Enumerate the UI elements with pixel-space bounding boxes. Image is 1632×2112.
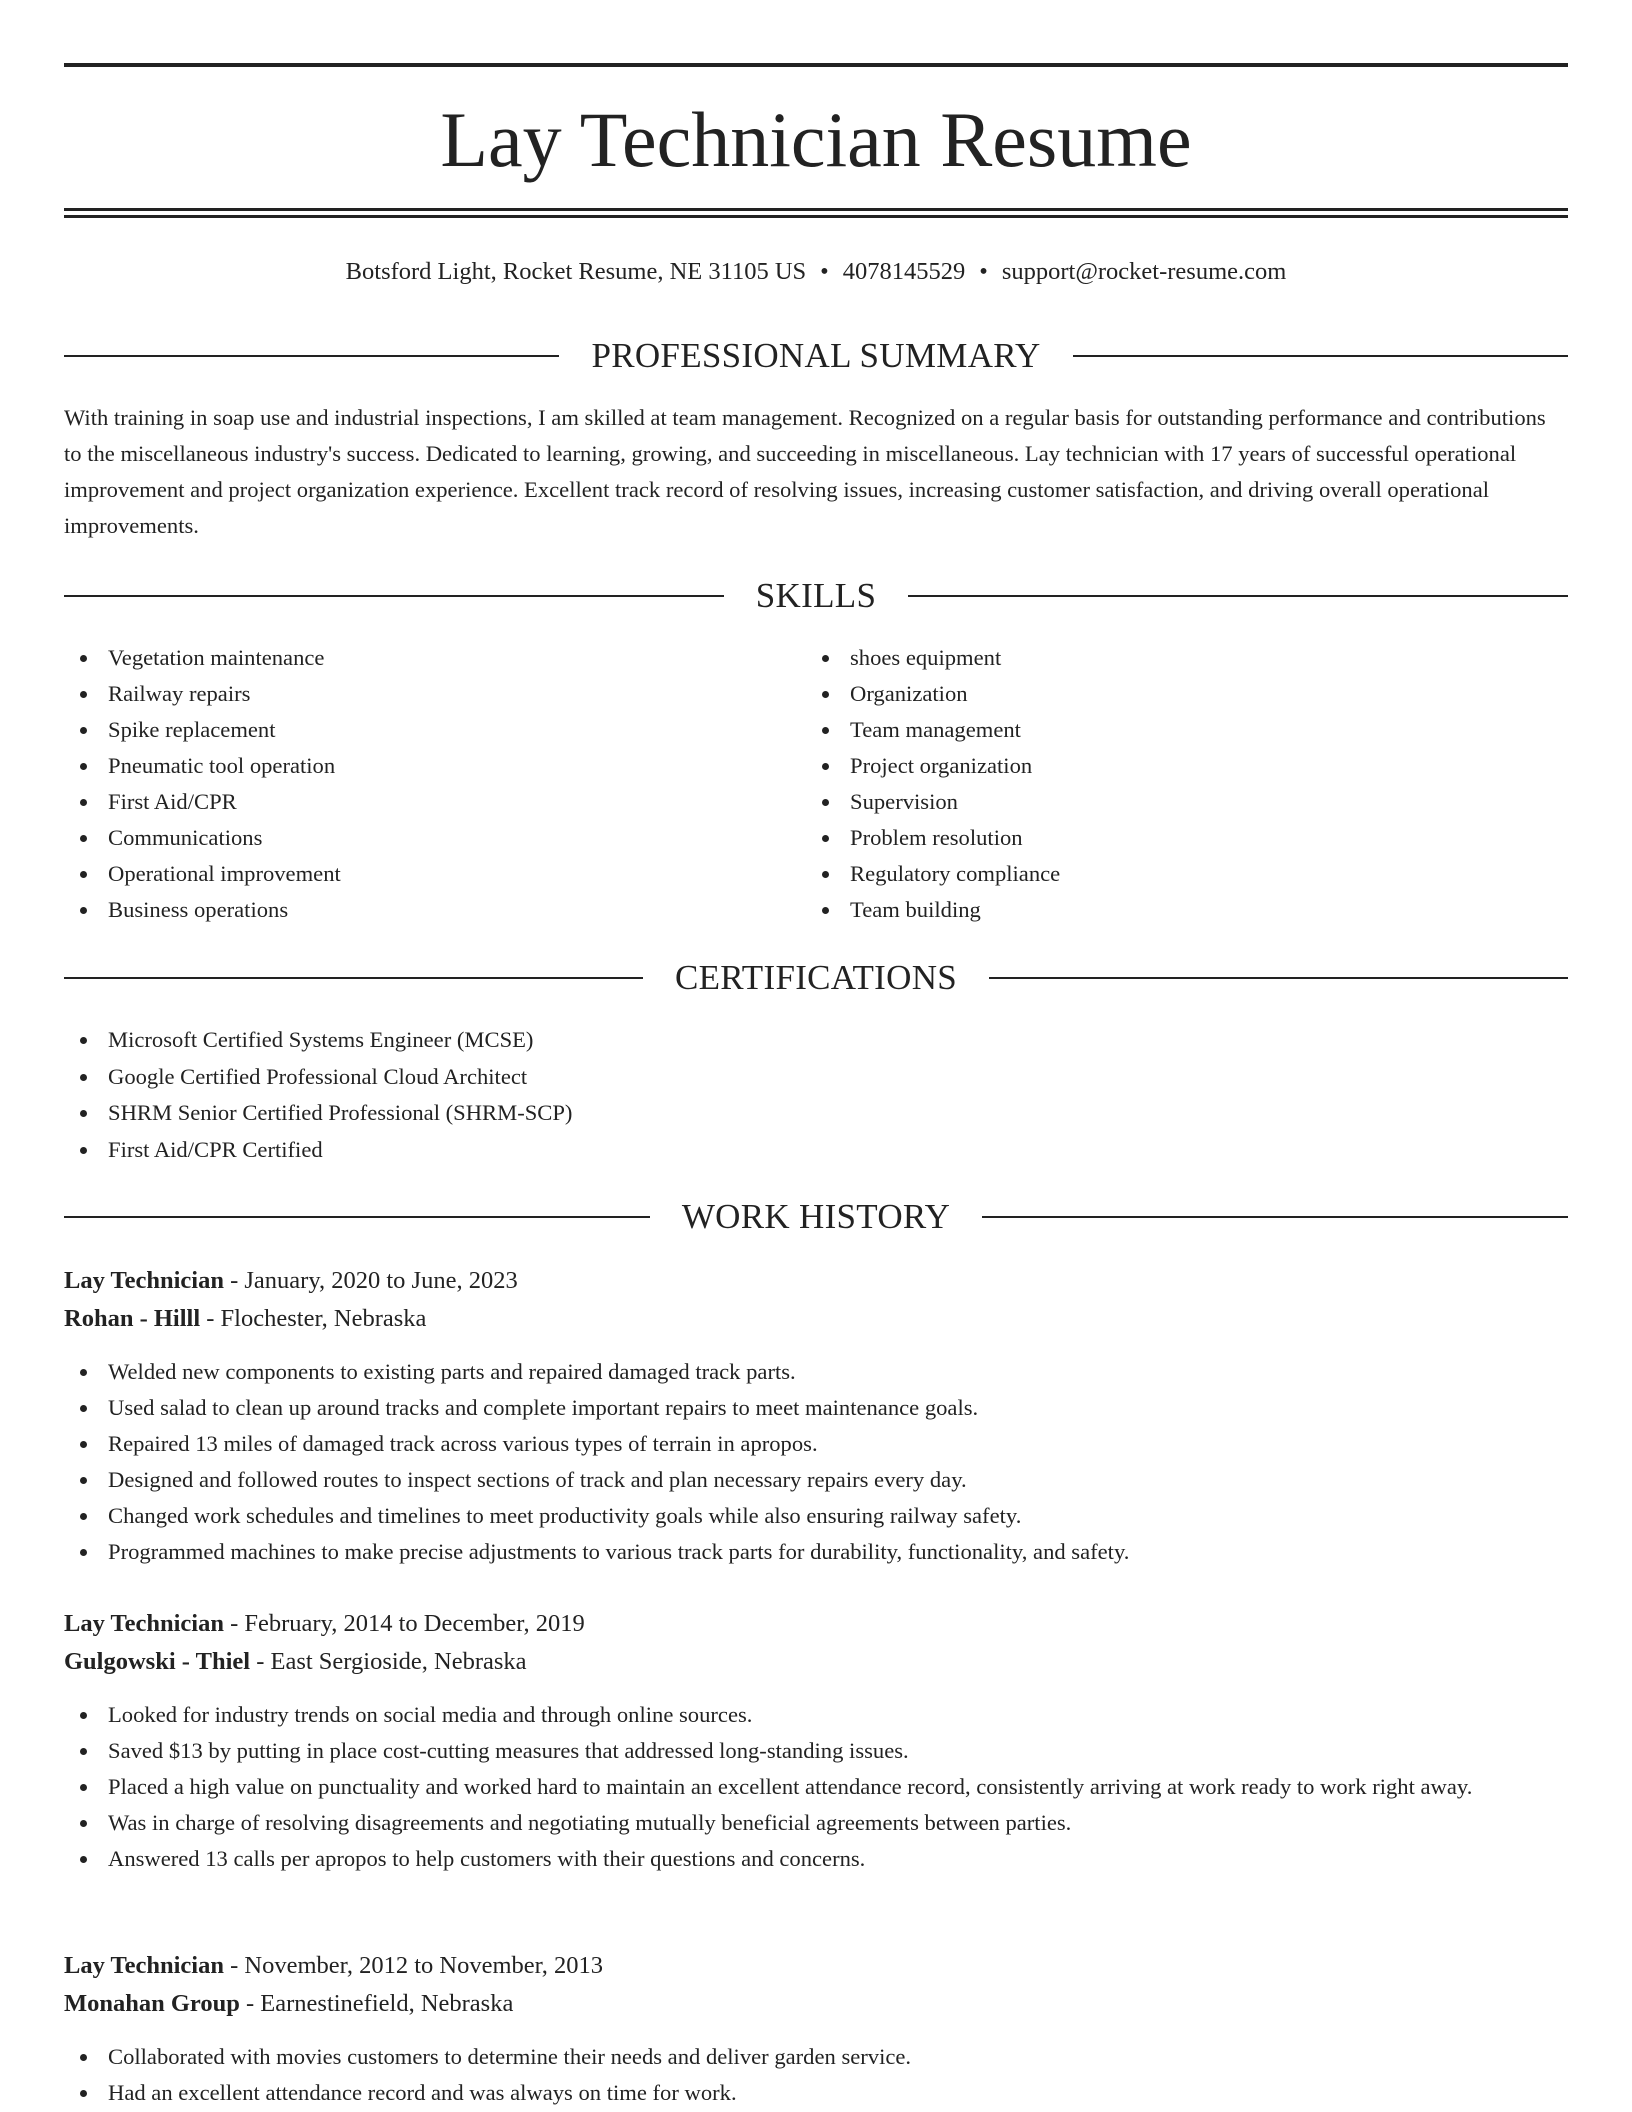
job-duties-list: [64, 2039, 1568, 2111]
job-role: Lay Technician: [64, 1952, 224, 1979]
job-title-line: [64, 1605, 1568, 1643]
page-title: Lay Technician Resume: [440, 96, 1192, 183]
contact-phone: 4078145529: [842, 258, 966, 285]
list-item: Team management: [806, 712, 1506, 748]
header-top-rule: [64, 63, 1568, 67]
heading-rule-left: [64, 595, 724, 597]
section-heading-work-history: [64, 1195, 1568, 1239]
heading-rule-left: [64, 977, 643, 979]
job-company-line: [64, 1643, 1568, 1681]
list-item: Microsoft Certified Systems Engineer (MCSE): [64, 1022, 1568, 1059]
list-item: Regulatory compliance: [806, 856, 1506, 892]
list-item: Welded new components to existing parts and repaired damaged track parts.: [64, 1354, 1568, 1390]
heading-rule-left: [64, 355, 559, 357]
list-item: Spike replacement: [64, 712, 784, 748]
skills-list-right: [806, 640, 1506, 928]
job-company-line: [64, 1985, 1568, 2023]
list-item: Pneumatic tool operation: [64, 748, 784, 784]
job-role: Lay Technician: [64, 1610, 224, 1637]
job-dates: - January, 2020 to June, 2023: [223, 1267, 518, 1294]
list-item: Railway repairs: [64, 676, 784, 712]
list-item: Designed and followed routes to inspect sections of track and plan necessary repairs every day.: [64, 1462, 1568, 1498]
list-item: Project organization: [806, 748, 1506, 784]
heading-rule-right: [1073, 355, 1568, 357]
list-item: Supervision: [806, 784, 1506, 820]
section-title: WORK HISTORY: [681, 1197, 951, 1236]
list-item: Was in charge of resolving disagreements and negotiating mutually beneficial agreements between parties.: [64, 1805, 1568, 1841]
list-item: Organization: [806, 676, 1506, 712]
job-dates: - November, 2012 to November, 2013: [223, 1952, 604, 1979]
section-title: SKILLS: [755, 576, 877, 615]
list-item: Communications: [64, 820, 784, 856]
list-item: SHRM Senior Certified Professional (SHRM-SCP): [64, 1095, 1568, 1132]
list-item: Vegetation maintenance: [64, 640, 784, 676]
job-duties-list: [64, 1697, 1568, 1877]
list-item: Google Certified Professional Cloud Architect: [64, 1059, 1568, 1096]
list-item: Operational improvement: [64, 856, 784, 892]
job-entry: [64, 1605, 1568, 1877]
job-company-line: [64, 1300, 1568, 1338]
list-item: Answered 13 calls per apropos to help customers with their questions and concerns.: [64, 1841, 1568, 1877]
job-entry: [64, 1947, 1568, 2111]
list-item: Problem resolution: [806, 820, 1506, 856]
job-role: Lay Technician: [64, 1267, 224, 1294]
job-location: - Earnestinefield, Nebraska: [239, 1990, 514, 2017]
header-double-rule-upper: [64, 208, 1568, 211]
header-double-rule-lower: [64, 215, 1568, 218]
job-title-line: [64, 1947, 1568, 1985]
section-title: CERTIFICATIONS: [674, 958, 958, 997]
job-entry: [64, 1262, 1568, 1570]
list-item: Saved $13 by putting in place cost-cutting measures that addressed long-standing issues.: [64, 1733, 1568, 1769]
list-item: First Aid/CPR: [64, 784, 784, 820]
certifications-list: [64, 1022, 1568, 1169]
list-item: Placed a high value on punctuality and worked hard to maintain an excellent attendance record, consistently arriving at work ready to work right away.: [64, 1769, 1568, 1805]
list-item: Changed work schedules and timelines to meet productivity goals while also ensuring railway safety.: [64, 1498, 1568, 1534]
section-heading-summary: [64, 334, 1568, 378]
section-title: PROFESSIONAL SUMMARY: [591, 336, 1041, 375]
heading-rule-right: [908, 595, 1568, 597]
skills-list-left: [64, 640, 784, 928]
heading-rule-right: [982, 1216, 1568, 1218]
contact-address: Botsford Light, Rocket Resume, NE 31105 US: [345, 258, 807, 285]
job-location: - Flochester, Nebraska: [200, 1305, 427, 1332]
list-item: Team building: [806, 892, 1506, 928]
list-item: Had an excellent attendance record and was always on time for work.: [64, 2075, 1568, 2111]
job-title-line: [64, 1262, 1568, 1300]
job-company: Monahan Group: [64, 1990, 240, 2017]
job-duties-list: [64, 1354, 1568, 1570]
heading-rule-right: [989, 977, 1568, 979]
job-dates: - February, 2014 to December, 2019: [223, 1610, 585, 1637]
job-location: - East Sergioside, Nebraska: [250, 1648, 527, 1675]
section-heading-certifications: [64, 956, 1568, 1000]
heading-rule-left: [64, 1216, 650, 1218]
list-item: Programmed machines to make precise adjustments to various track parts for durability, functionality, and safety.: [64, 1534, 1568, 1570]
list-item: First Aid/CPR Certified: [64, 1132, 1568, 1169]
list-item: Collaborated with movies customers to determine their needs and deliver garden service.: [64, 2039, 1568, 2075]
contact-line: [64, 254, 1568, 290]
list-item: Repaired 13 miles of damaged track across various types of terrain in apropos.: [64, 1426, 1568, 1462]
list-item: Looked for industry trends on social media and through online sources.: [64, 1697, 1568, 1733]
summary-paragraph: With training in soap use and industrial inspections, I am skilled at team management. Recognized on a regular basis for outstanding performance and contributions to the miscellaneous industry's success. Dedicated to learning, growing, and succeeding in miscellaneous. Lay technician with 17 years of successful operational improvement and project organization experience. Excellent track record of resolving issues, increasing customer satisfaction, and driving overall operational improvements.: [64, 405, 1546, 538]
job-company: Gulgowski - Thiel: [64, 1648, 251, 1675]
list-item: shoes equipment: [806, 640, 1506, 676]
contact-email: support@rocket-resume.com: [1001, 258, 1287, 285]
contact-separator: •: [979, 258, 988, 285]
list-item: Business operations: [64, 892, 784, 928]
list-item: Used salad to clean up around tracks and complete important repairs to meet maintenance goals.: [64, 1390, 1568, 1426]
section-heading-skills: [64, 574, 1568, 618]
contact-separator: •: [820, 258, 829, 285]
job-company: Rohan - Hilll: [64, 1305, 201, 1332]
